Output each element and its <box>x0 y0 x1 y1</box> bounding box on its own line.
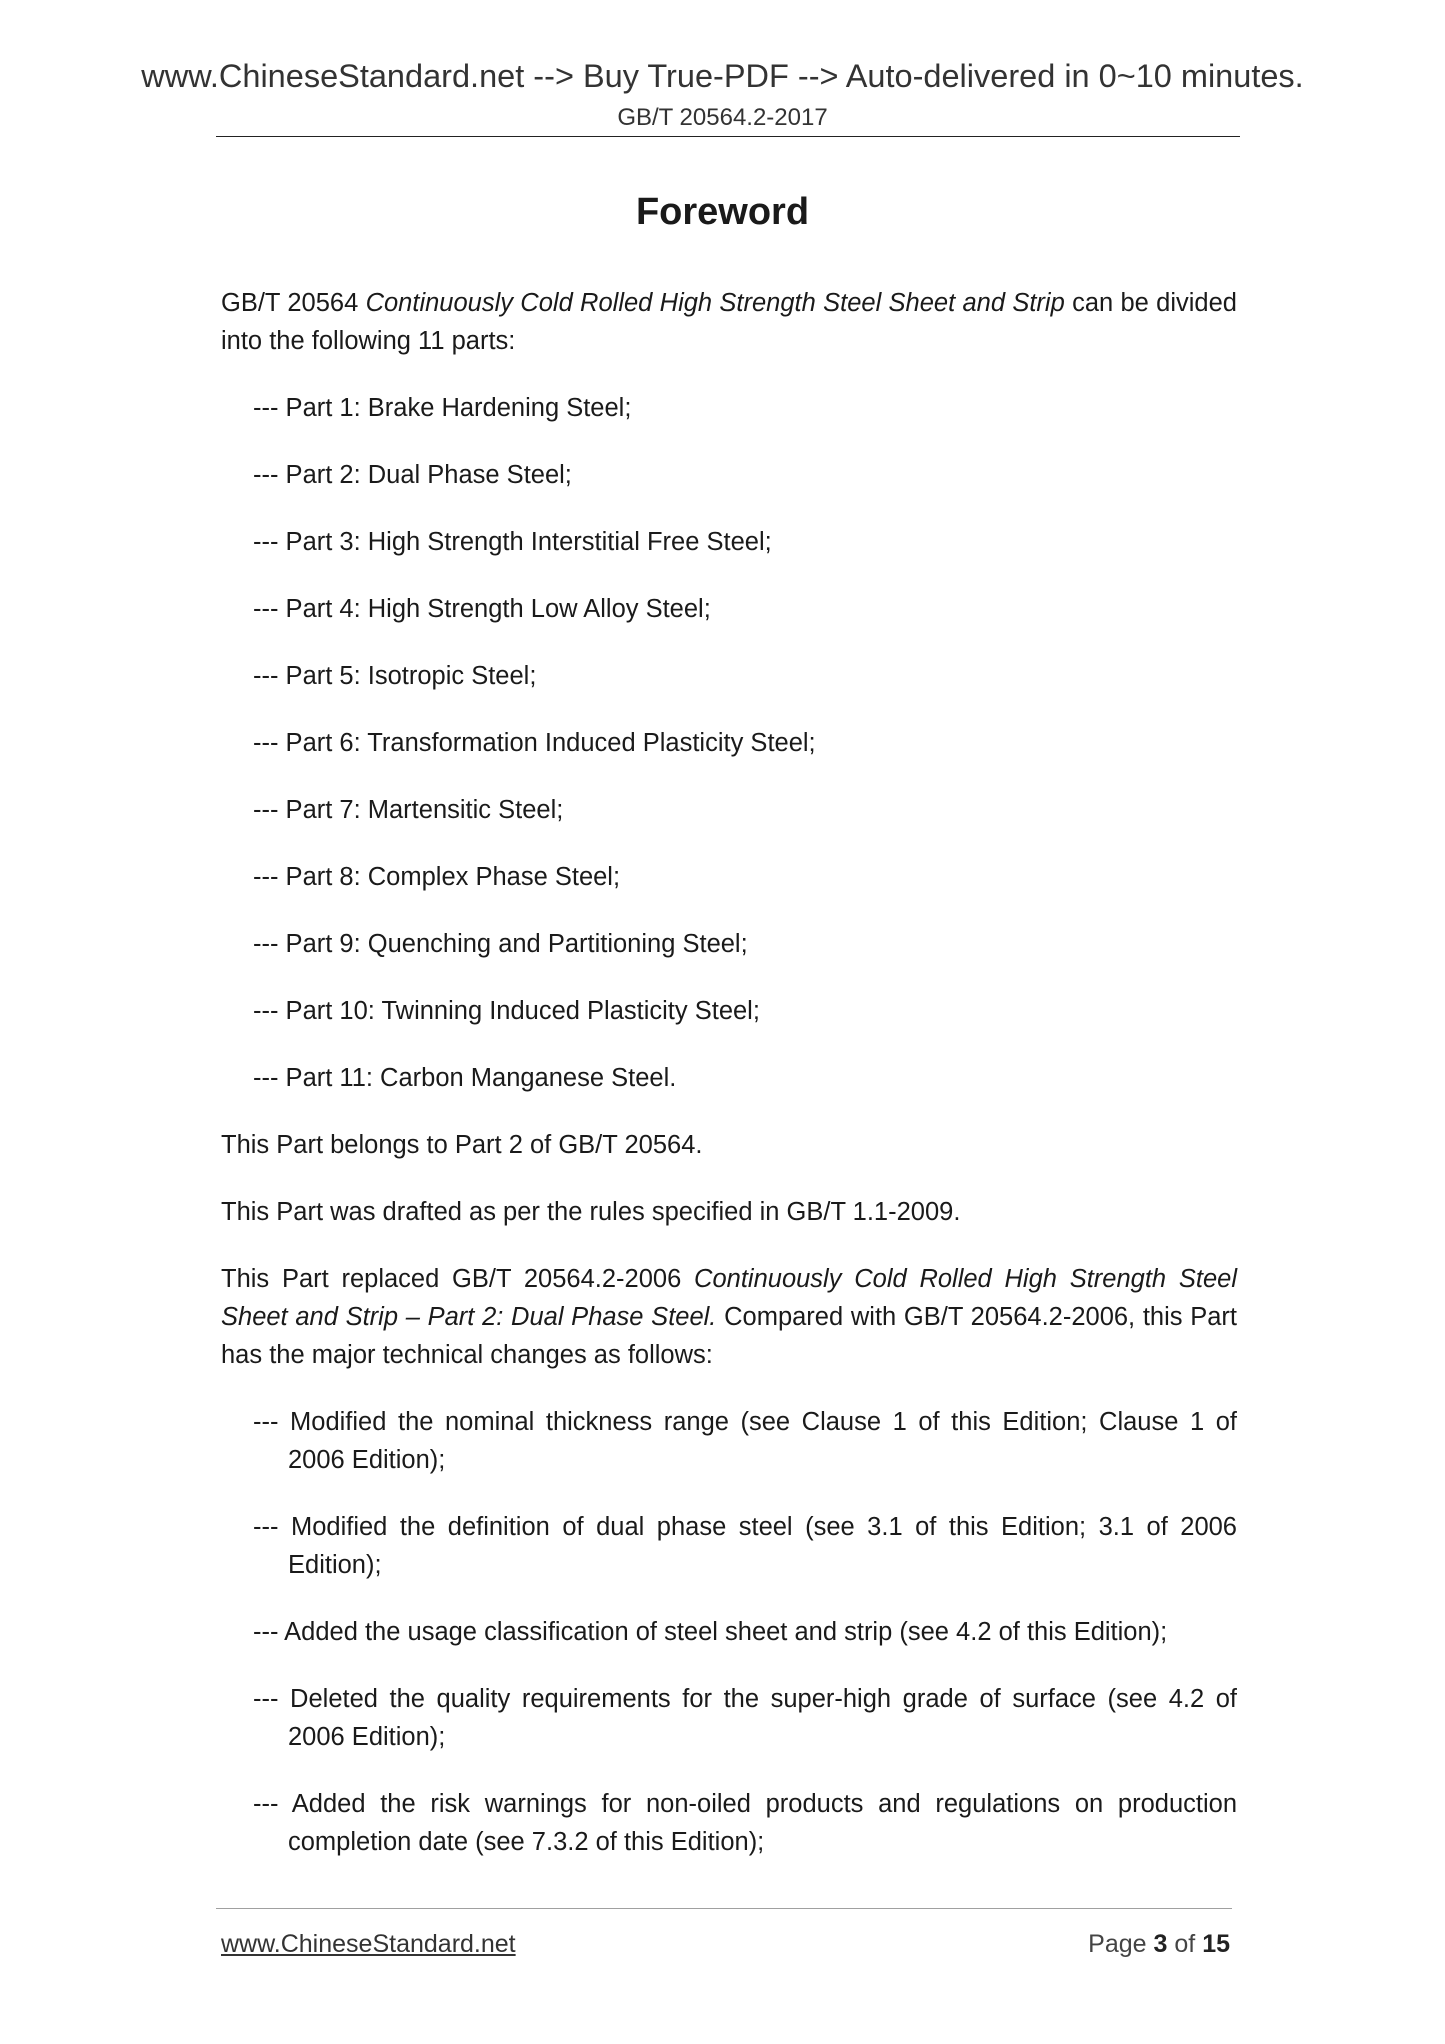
part-list-item: --- Part 5: Isotropic Steel; <box>253 662 537 690</box>
replaced-standard-title: Continuously Cold Rolled High Strength Steel Sheet and Strip – Part 2: Dual Phase Steel. <box>221 1265 1237 1331</box>
page-total: 15 <box>1202 1930 1230 1958</box>
page-title: Foreword <box>635 191 810 233</box>
change-list-item: --- Modified the definition of dual phase steel (see 3.1 of this Edition; 3.1 of 2006 Edition); <box>253 1513 1237 1579</box>
part-list-item: --- Part 1: Brake Hardening Steel; <box>253 394 632 422</box>
part-list-item: --- Part 6: Transformation Induced Plasticity Steel; <box>253 729 816 757</box>
intro-standard-name: Continuously Cold Rolled High Strength Steel Sheet and Strip <box>365 289 1065 317</box>
part-list-item: --- Part 3: High Strength Interstitial Free Steel; <box>253 528 772 556</box>
page-label: Page <box>1088 1930 1147 1958</box>
document-id: GB/T 20564.2-2017 <box>617 104 828 131</box>
change-list-item: --- Added the risk warnings for non-oiled products and regulations on production completion date (see 7.3.2 of this Edition); <box>253 1790 1237 1856</box>
change-list-item: --- Modified the nominal thickness range (see Clause 1 of this Edition; Clause 1 of 2006 Edition); <box>253 1408 1237 1474</box>
part-list-item: --- Part 4: High Strength Low Alloy Steel; <box>253 595 711 623</box>
intro-paragraph <box>221 284 1237 360</box>
intro-rest: can be divided into the following 11 parts: <box>221 289 1237 355</box>
footer-divider <box>216 1908 1232 1909</box>
part-list-item: --- Part 9: Quenching and Partitioning Steel; <box>253 930 748 958</box>
page-current: 3 <box>1153 1930 1168 1958</box>
header-banner: www.ChineseStandard.net --> Buy True-PDF --> Auto-delivered in 0~10 minutes. <box>141 58 1304 94</box>
page-number <box>1088 1928 1230 1960</box>
replaced-pre: This Part replaced GB/T 20564.2-2006 <box>221 1265 682 1293</box>
intro-code: GB/T 20564 <box>221 289 359 317</box>
document-body <box>221 284 1237 1890</box>
part-list-item: --- Part 7: Martensitic Steel; <box>253 796 564 824</box>
replaced-post: Compared with GB/T 20564.2-2006, this Part has the major technical changes as follows: <box>221 1303 1237 1369</box>
belongs-paragraph: This Part belongs to Part 2 of GB/T 20564. <box>221 1131 703 1159</box>
part-list-item: --- Part 2: Dual Phase Steel; <box>253 461 572 489</box>
part-list-item: --- Part 10: Twinning Induced Plasticity Steel; <box>253 997 760 1025</box>
replaced-paragraph <box>221 1260 1237 1374</box>
drafted-paragraph: This Part was drafted as per the rules specified in GB/T 1.1-2009. <box>221 1198 961 1226</box>
change-list-item: --- Deleted the quality requirements for the super-high grade of surface (see 4.2 of 2006 Edition); <box>253 1685 1237 1751</box>
part-list-item: --- Part 8: Complex Phase Steel; <box>253 863 621 891</box>
part-list-item: --- Part 11: Carbon Manganese Steel. <box>253 1064 677 1092</box>
page-of: of <box>1174 1930 1196 1958</box>
footer-website-link[interactable]: www.ChineseStandard.net <box>221 1930 516 1958</box>
change-list-item: --- Added the usage classification of steel sheet and strip (see 4.2 of this Edition); <box>253 1618 1168 1646</box>
header-divider <box>216 136 1240 137</box>
